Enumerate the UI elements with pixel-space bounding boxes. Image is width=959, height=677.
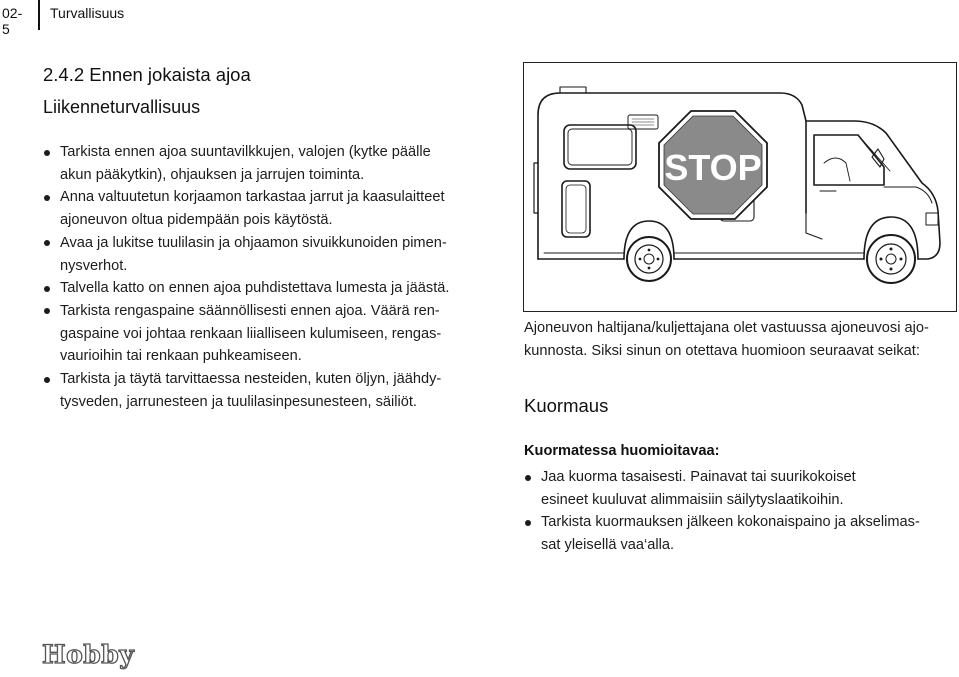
motorhome-drawing: [524, 63, 956, 311]
list-item-text: Avaa ja lukitse tuulilasin ja ohjaamon sivuikkunoiden pimen- nysverhot.: [60, 234, 447, 274]
list-item-text: Talvella katto on ennen ajoa puhdistettava lumesta ja jäästä.: [60, 280, 450, 297]
stop-sign-text: STOP: [664, 147, 762, 188]
list-item: [524, 511, 954, 556]
list-item: [43, 277, 483, 300]
hobby-logo: Hobby: [42, 640, 135, 669]
header-divider: [38, 0, 40, 30]
loading-checklist: [524, 466, 954, 557]
list-item: [43, 232, 483, 277]
loading-list-heading: Kuormatessa huomioitavaa:: [524, 443, 720, 459]
motorhome-stop-illustration: [523, 62, 957, 312]
list-item-text: Tarkista rengaspaine säännöllisesti ennen ajoa. Väärä ren- gaspaine voi johtaa renkaan liialliseen kulumiseen, rengas- vaurioihin tai renkaan puhkeamiseen.: [60, 302, 442, 365]
list-item-text: Tarkista ja täytä tarvittaessa nesteiden, kuten öljyn, jäähdy- tysveden, jarrunesteen ja tuulilasinpesunesteen, säiliöt.: [60, 371, 442, 410]
list-item-text: Tarkista ennen ajoa suuntavilkkujen, valojen (kytke päälle akun pääkytkin), ohjauksen ja jarrujen toiminta.: [60, 144, 431, 183]
list-item: [43, 141, 483, 186]
list-item-text: Tarkista kuormauksen jälkeen kokonaispaino ja akselimas- sat yleisellä vaa‘alla.: [541, 514, 920, 554]
loading-heading: Kuormaus: [524, 395, 609, 416]
list-item: [524, 466, 954, 511]
list-item: [43, 368, 483, 413]
responsibility-paragraph: Ajoneuvon haltijana/kuljettajana olet vastuussa ajoneuvosi ajo- kunnosta. Siksi sinun on otettava huomioon seuraavat seikat:: [524, 320, 929, 359]
list-item-text: Anna valtuutetun korjaamon tarkastaa jarrut ja kaasulaitteet ajoneuvon oltua pidempään pois käytöstä.: [60, 189, 445, 229]
page-number: 02-5: [2, 5, 23, 37]
safety-checklist: [43, 141, 483, 413]
section-subheading: Liikenneturvallisuus: [43, 97, 201, 117]
list-item: [43, 186, 483, 231]
section-heading: 2.4.2 Ennen jokaista ajoa: [43, 64, 251, 85]
list-item: [43, 300, 483, 368]
list-item-text: Jaa kuorma tasaisesti. Painavat tai suurikokoiset esineet kuuluvat alimmaisiin säilytyslaatikoihin.: [541, 469, 856, 508]
chapter-title: Turvallisuus: [50, 5, 125, 21]
